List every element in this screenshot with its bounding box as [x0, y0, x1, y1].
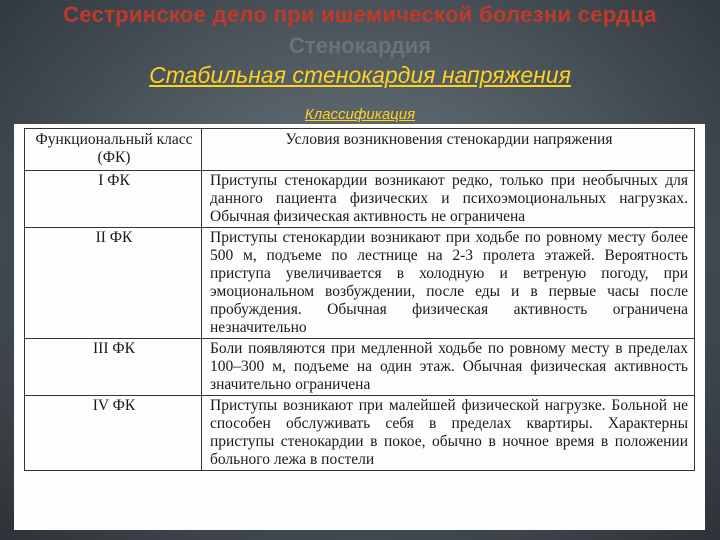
row-class-label: II ФК [25, 228, 202, 339]
table-row [25, 339, 695, 396]
table-row [25, 171, 695, 228]
table-row [25, 396, 695, 471]
row-class-label: I ФК [25, 171, 202, 228]
classification-table-image [14, 124, 705, 530]
row-class-label: III ФК [25, 339, 202, 396]
slide-title: Сестринское дело при ишемической болезни сердца [63, 2, 657, 27]
classification-label: Классификация [304, 106, 416, 123]
row-class-label: IV ФК [25, 396, 202, 471]
header-conditions: Условия возникновения стенокардии напряжения [202, 129, 695, 171]
section-heading: Стабильная стенокардия напряжения [149, 62, 571, 88]
slide-subtitle: Стенокардия [288, 33, 432, 58]
table-row [25, 228, 695, 339]
table-header-row [25, 129, 695, 171]
row-description: Боли появляются при медленной ходьбе по ровному месту в пределах 100–300 м, подъеме на один этаж. Обычная физическая активность значительно ограничена [202, 339, 695, 396]
classification-table [24, 128, 695, 471]
header-functional-class: Функциональный класс (ФК) [25, 129, 202, 171]
row-description: Приступы стенокардии возникают при ходьбе по ровному месту более 500 м, подъеме по лестнице на 2-3 пролета этажей. Вероятность приступа увеличивается в холодную и ветреную погоду, при эмоциональном возбуждении, после еды и в первые часы после пробуждения. Обычная физическая активность ограничена незначительно [202, 228, 695, 339]
row-description: Приступы стенокардии возникают редко, только при необычных для данного пациента физических и психоэмоциональных нагрузках. Обычная физическая активность не ограничена [202, 171, 695, 228]
row-description: Приступы возникают при малейшей физической нагрузке. Больной не способен обслуживать себя в пределах квартиры. Характерны приступы стенокардии в покое, обычно в ночное время в положении больного лежа в постели [202, 396, 695, 471]
